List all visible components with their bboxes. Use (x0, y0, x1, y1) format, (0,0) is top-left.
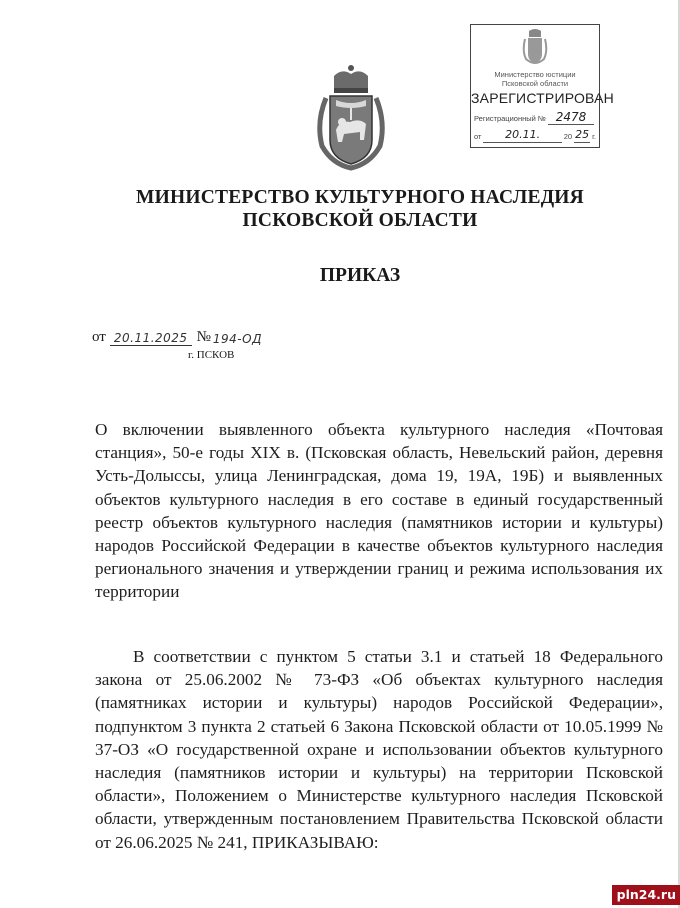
ministry-title (100, 186, 620, 232)
order-date-number (92, 328, 264, 346)
pskov-coat-of-arms-icon (312, 62, 390, 174)
ministry-title-line1: МИНИСТЕРСТВО КУЛЬТУРНОГО НАСЛЕДИЯ (136, 187, 584, 208)
stamp-century: 20 (563, 132, 573, 141)
stamp-date-row (474, 127, 596, 143)
site-watermark: pln24.ru (612, 885, 680, 905)
registration-stamp (470, 24, 614, 148)
stamp-year: 25 (575, 128, 590, 141)
order-legal-basis: В соответствии с пунктом 5 статьи 3.1 и статьей 18 Федерального закона от 25.06.2002 № 73-ФЗ «Об объектах культурного наследия (памятниках истории и культуры) народов Российской Федерации», подпунктом 3 пункта 2 статьей 6 Закона Псковской области от 10.05.1999 № 37-ОЗ «О государственной охране и использовании объектов культурного наследия (памятников истории и культуры) на территории Псковской области», Положением о Министерстве культурного наследия Псковской области, утвержденным постановлением Правительства Псковской области от 26.06.2025 № 241, ПРИКАЗЫВАЮ: (95, 647, 663, 852)
order-subject: О включении выявленного объекта культурного наследия «Почтовая станция», 50-е годы XIX в. (Псковская область, Невельский район, деревня Усть-Долыссы, улица Ленинградская, дома 19, 19А, 19Б) и выявленных объектов культурного наследия в его составе в единый государственный реестр объектов культурного наследия (памятников истории и культуры) народов Российской Федерации в качестве объектов культурного наследия регионального значения и утверждении границ и режима использования их территории (95, 420, 663, 602)
stamp-date: 20.11. (483, 128, 561, 143)
stamp-date-prefix: от (474, 132, 482, 141)
stamp-reg-row (474, 109, 596, 125)
stamp-status: ЗАРЕГИСТРИРОВАН (471, 90, 614, 106)
order-city: г. ПСКОВ (188, 349, 235, 361)
stamp-reg-label: Регистрационный № (474, 114, 546, 123)
ministry-title-line2: ПСКОВСКОЙ ОБЛАСТИ (242, 210, 478, 231)
stamp-ministry-line2: Псковской области (501, 79, 569, 88)
order-number: 194-ОД (212, 332, 262, 346)
order-number-prefix: № (196, 329, 211, 345)
stamp-coat-of-arms-icon (520, 27, 550, 67)
document-type-title: ПРИКАЗ (319, 265, 401, 286)
stamp-year-suffix: г. (592, 132, 596, 141)
stamp-ministry-line1: Министерство юстиции (494, 70, 576, 79)
order-date-prefix: от (92, 329, 106, 345)
stamp-reg-number: 2478 (548, 110, 594, 125)
order-date: 20.11.2025 (110, 331, 192, 346)
stamp-ministry (471, 70, 599, 88)
